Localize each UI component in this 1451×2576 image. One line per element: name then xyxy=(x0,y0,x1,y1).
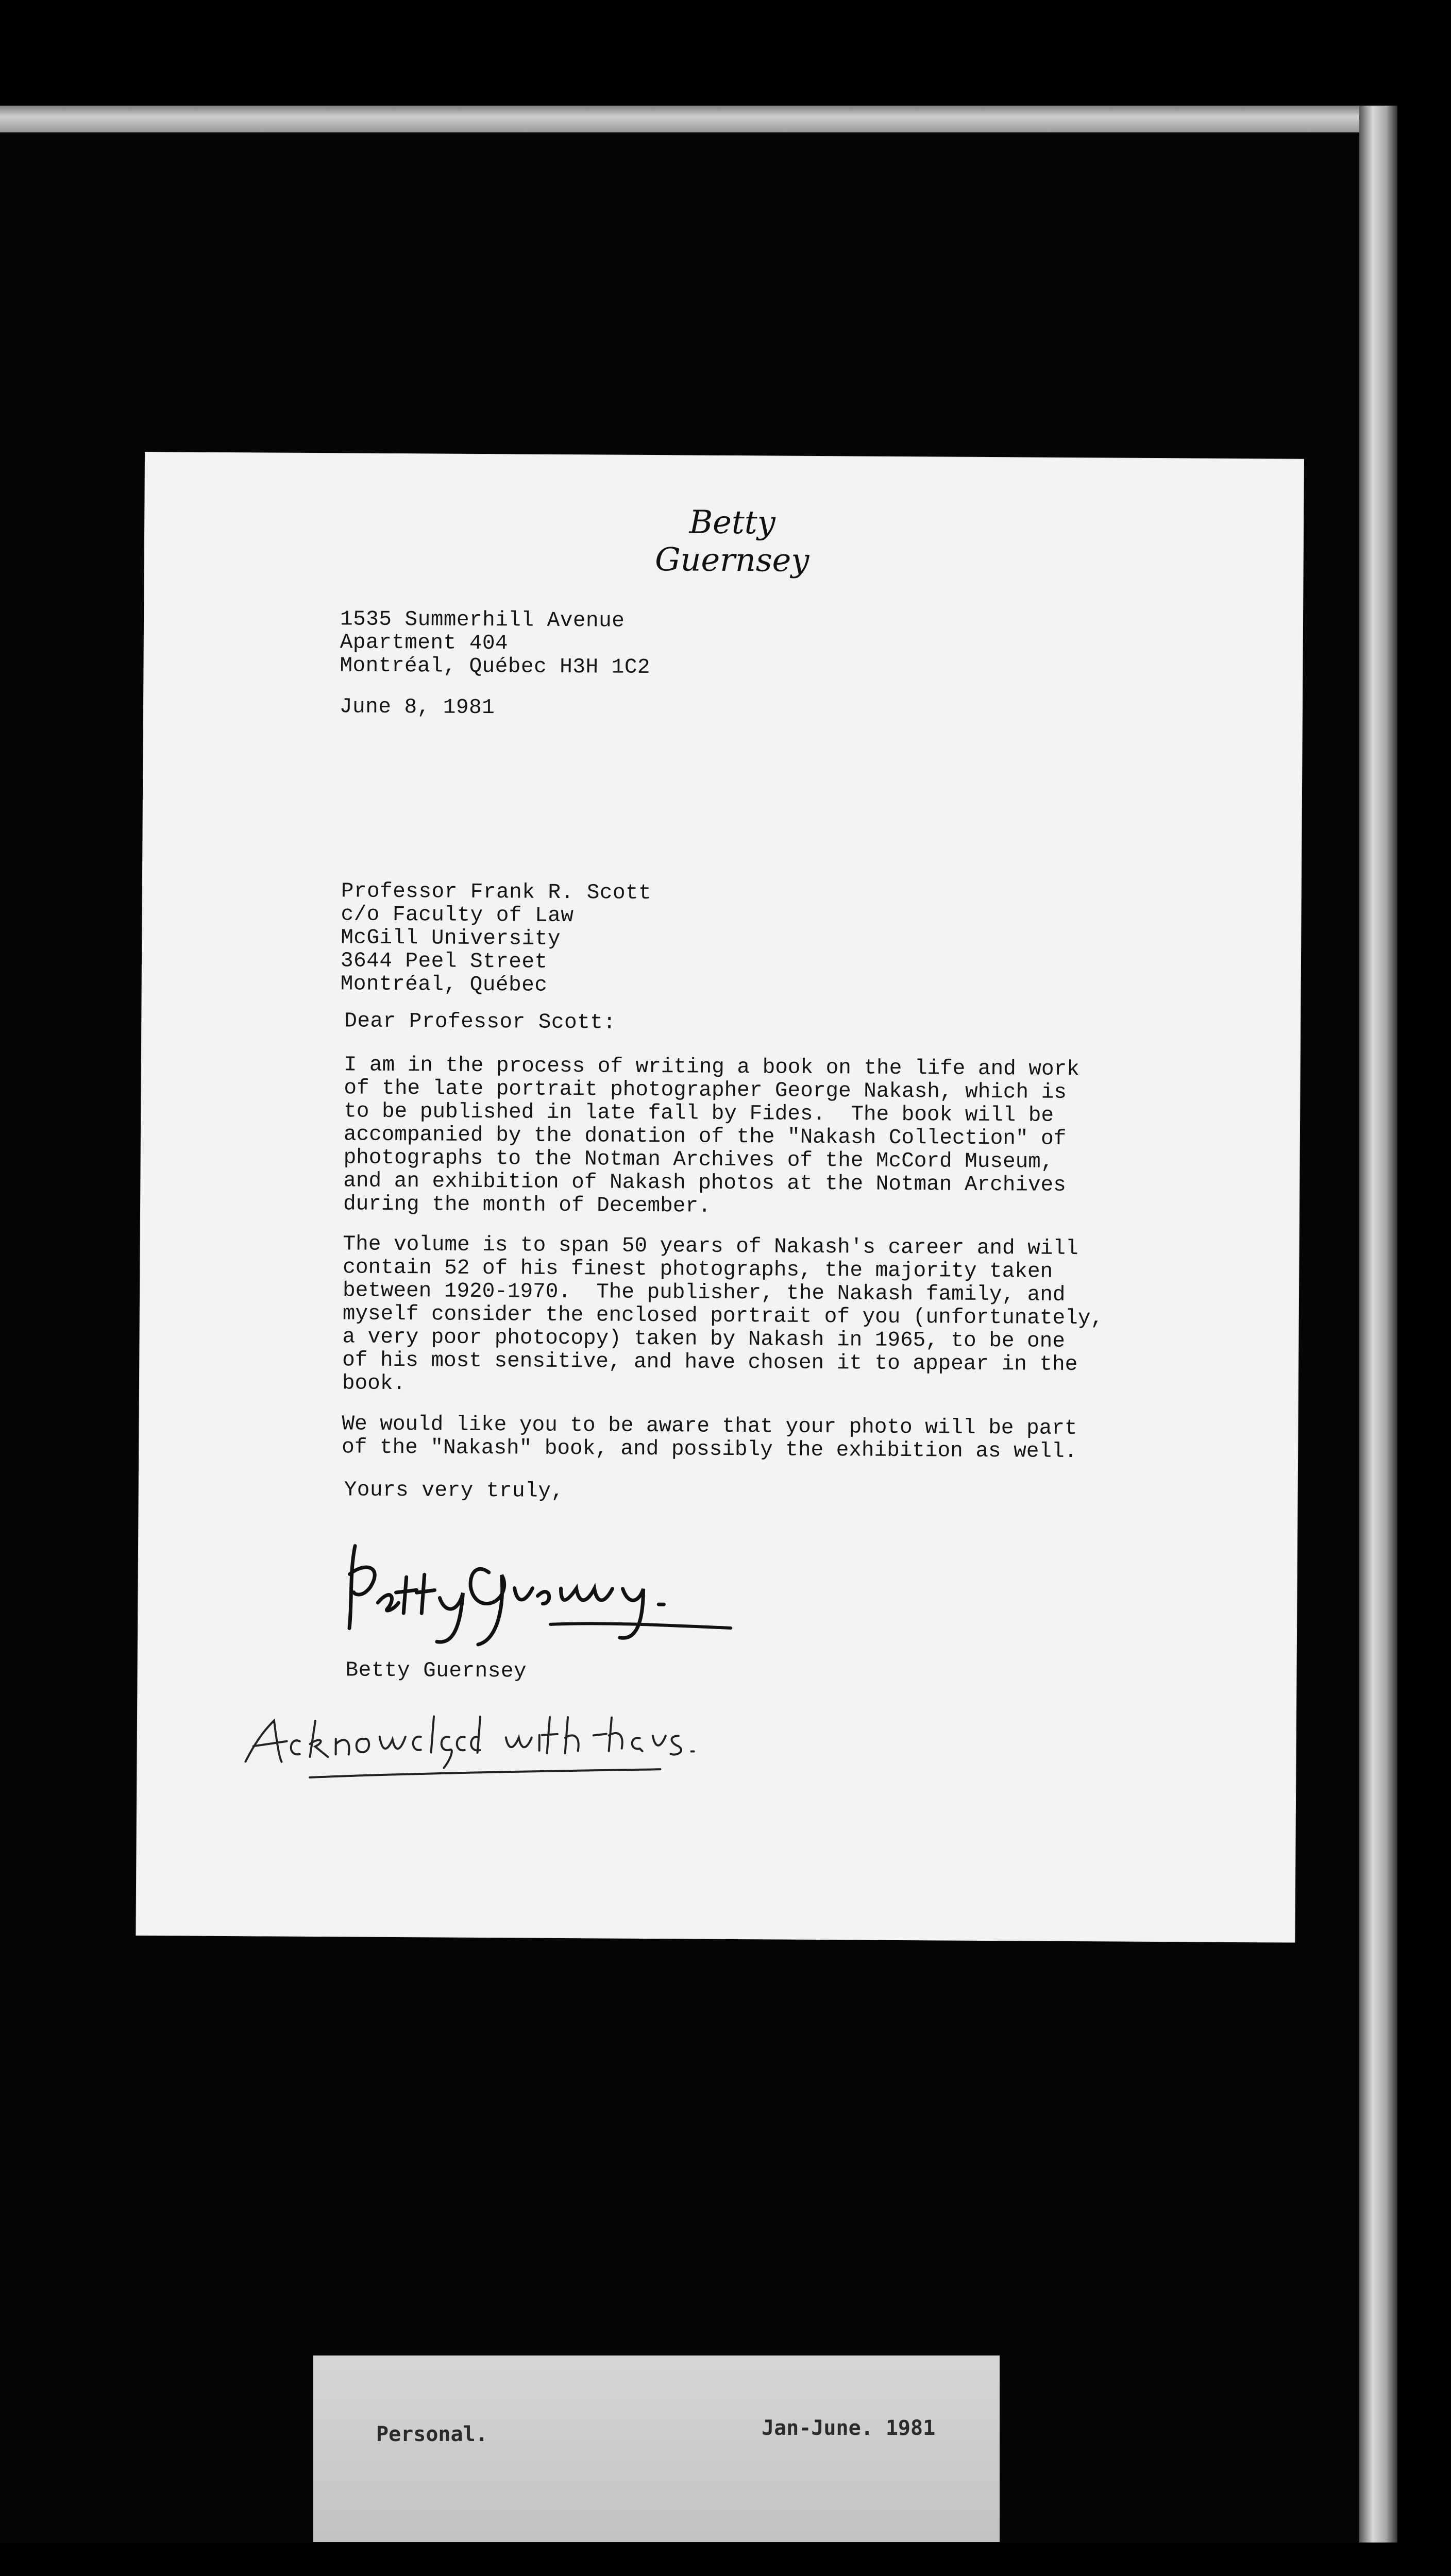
folder-label-category: Personal. xyxy=(376,2422,488,2446)
paragraph-text: The volume is to span 50 years of Nakash's career and will contain 52 of his finest photographs, the majority taken between 1920-1970. The publisher, the Nakash family, and myself consider the enclosed portrait of you (unfortunately, a very poor photocopy) taken by Nakash in 1965, to be one of his most sensitive, and have chosen it to appear in the book. xyxy=(342,1232,1104,1396)
handwritten-note-text: Acknowledged with thanks. xyxy=(238,1684,244,1685)
sender-address xyxy=(340,608,650,680)
recipient-line: Montréal, Québec xyxy=(340,972,548,997)
sender-address-line: Montréal, Québec H3H 1C2 xyxy=(340,654,651,680)
recipient-line: Professor Frank R. Scott xyxy=(341,879,652,906)
handwritten-acknowledgement xyxy=(238,1684,702,1790)
paragraph-text: I am in the process of writing a book on the life and work of the late portrait photographer George Nakash, which is to be published in late fall by Fides. The book will be accompanied by the donation of the "Nakash Collection" of photographs to the Notman Archives of the McCord Museum, and an exhibition of Nakash photos at the Notman Archives during the month of December. xyxy=(343,1053,1079,1218)
sender-address-line: Apartment 404 xyxy=(340,631,509,656)
film-edge-top xyxy=(0,106,1397,132)
body-paragraph xyxy=(342,1233,1271,1401)
film-edge-right xyxy=(1359,106,1397,2543)
letter-date: June 8, 1981 xyxy=(339,695,495,720)
signature-text: Betty Guernsey xyxy=(334,1525,338,1526)
paragraph-text: We would like you to be aware that your photo will be part of the "Nakash" book, and possibly the exhibition as well. xyxy=(342,1412,1077,1464)
folder-label-date-range: Jan-June. 1981 xyxy=(762,2416,936,2440)
recipient-line: McGill University xyxy=(341,926,561,951)
letter-page xyxy=(136,452,1304,1942)
recipient-address xyxy=(341,880,652,998)
folder-label xyxy=(313,2355,1000,2542)
signer-name: Betty Guernsey xyxy=(345,1658,527,1684)
body-paragraph xyxy=(342,1413,1270,1465)
sender-address-line: 1535 Summerhill Avenue xyxy=(340,607,625,633)
letterhead: Betty Guernsey xyxy=(654,503,809,579)
recipient-line: c/o Faculty of Law xyxy=(341,903,574,928)
body-paragraph xyxy=(343,1054,1272,1222)
handwritten-signature xyxy=(334,1525,757,1651)
recipient-line: 3644 Peel Street xyxy=(340,949,548,974)
salutation: Dear Professor Scott: xyxy=(344,1009,616,1035)
closing: Yours very truly, xyxy=(344,1478,564,1504)
